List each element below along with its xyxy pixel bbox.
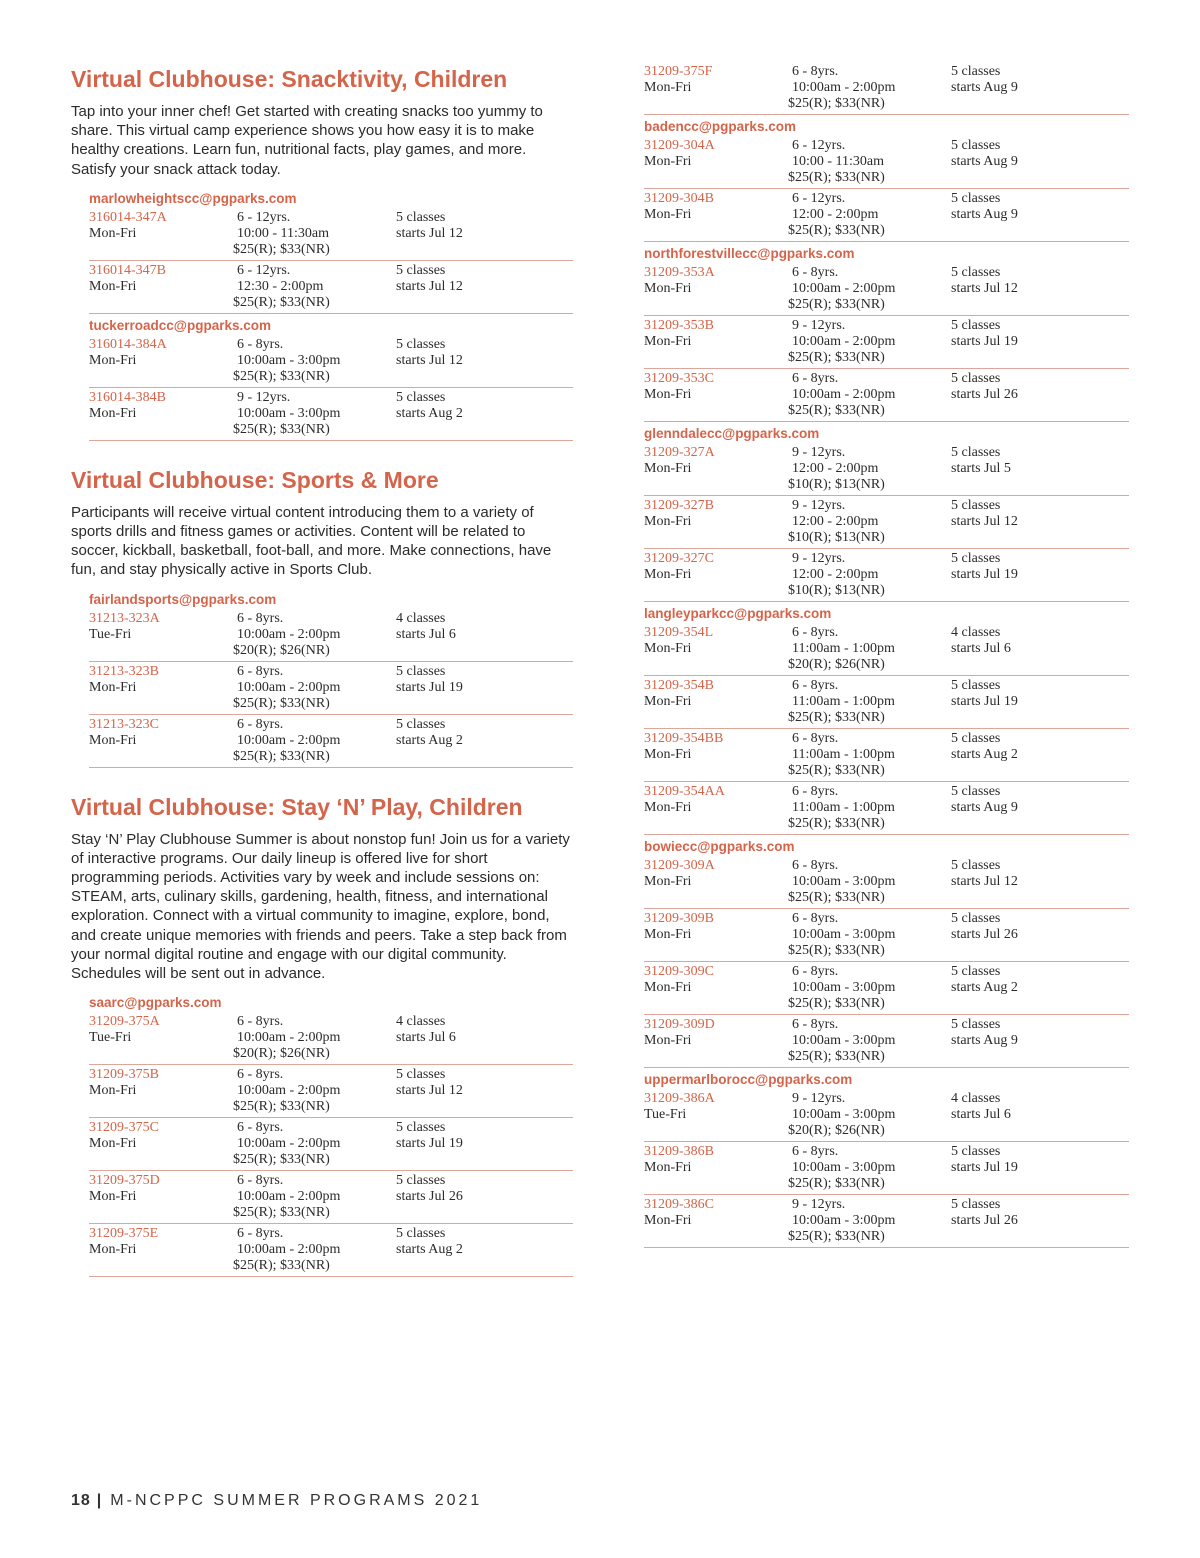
class-days: Mon-Fri [89,225,137,241]
class-age-range: 6 - 8yrs. [792,911,839,926]
class-code: 31209-354L [644,625,714,640]
class-age-range: 6 - 12yrs. [792,138,846,153]
class-age-range: 6 - 8yrs. [237,1226,284,1242]
class-row [89,1067,573,1118]
class-days: Mon-Fri [89,1189,137,1205]
section-description: Stay ‘N’ Play Clubhouse Summer is about nonstop fun! Join us for a variety of interactive programs. Our daily lineup is offered live for short programming periods. Activities vary by week and include sessions on: STEAM, arts, culinary skills, gardening, health, fitness, and international exploration. Connect with a virtual community to imagine, explore, bond, and create unique memories with friends and peers. Take a step back from your normal digital routine and engage with our digital community. Schedules will be sent out in advance. [71,830,570,983]
class-fee: $10(R); $13(NR) [788,530,885,545]
class-days: Mon-Fri [644,154,692,169]
class-time: 10:00am - 2:00pm [792,387,896,402]
class-start-date: starts Jul 12 [396,225,463,241]
class-time: 10:00am - 2:00pm [237,1136,341,1152]
class-start-date: starts Jul 5 [951,461,1011,476]
location-group [71,316,573,441]
class-time: 11:00am - 1:00pm [792,641,895,656]
class-start-date: starts Jul 19 [951,694,1018,709]
class-days: Mon-Fri [644,207,692,222]
class-age-range: 6 - 8yrs. [792,64,839,79]
class-age-range: 9 - 12yrs. [792,498,846,513]
class-age-range: 6 - 8yrs. [237,1014,284,1030]
class-fee: $25(R); $33(NR) [788,96,885,111]
class-fee: $25(R); $33(NR) [233,748,330,764]
location-group [71,189,573,314]
class-row [644,371,1129,422]
class-start-date: starts Aug 2 [396,732,463,748]
class-days: Tue-Fri [89,626,132,642]
class-row [89,1120,573,1171]
class-start-date: starts Aug 9 [951,1033,1018,1048]
publication-title: M-NCPPC SUMMER PROGRAMS 2021 [110,1492,483,1509]
class-start-date: starts Jul 12 [951,874,1018,889]
class-fee: $20(R); $26(NR) [788,1123,885,1138]
location-email-link[interactable]: saarc@pgparks.com [89,995,222,1011]
class-days: Mon-Fri [89,1242,137,1258]
class-count: 4 classes [951,625,1001,640]
class-time: 10:00am - 3:00pm [237,405,341,421]
class-count: 5 classes [951,964,1001,979]
class-code: 31209-304A [644,138,715,153]
class-time: 10:00am - 3:00pm [792,927,896,942]
class-fee: $25(R); $33(NR) [788,996,885,1011]
class-count: 5 classes [951,318,1001,333]
page-footer [71,1492,482,1510]
class-count: 4 classes [396,1014,446,1030]
class-row [89,1226,573,1277]
class-time: 12:00 - 2:00pm [792,461,879,476]
class-days: Mon-Fri [89,352,137,368]
class-time: 12:00 - 2:00pm [792,514,879,529]
class-code: 31209-375C [89,1120,159,1136]
class-start-date: starts Jul 12 [396,352,463,368]
class-fee: $25(R); $33(NR) [788,816,885,831]
class-code: 31209-327B [644,498,714,513]
class-row [644,858,1129,909]
class-age-range: 9 - 12yrs. [792,1091,846,1106]
class-code: 31209-354AA [644,784,725,799]
class-age-range: 6 - 8yrs. [237,1067,284,1083]
class-age-range: 6 - 12yrs. [792,191,846,206]
class-age-range: 6 - 8yrs. [792,625,839,640]
class-code: 31213-323C [89,716,159,732]
class-code: 31209-375D [89,1173,160,1189]
class-days: Mon-Fri [644,281,692,296]
class-fee: $25(R); $33(NR) [233,421,330,437]
class-row [644,551,1129,602]
location-group [644,117,1129,242]
class-row [644,1091,1129,1142]
class-days: Mon-Fri [89,1083,137,1099]
class-count: 5 classes [951,678,1001,693]
class-time: 12:30 - 2:00pm [237,278,324,294]
class-days: Mon-Fri [644,747,692,762]
class-count: 5 classes [951,498,1001,513]
location-email-link[interactable]: bowiecc@pgparks.com [644,839,795,854]
class-fee: $20(R); $26(NR) [233,1046,330,1062]
class-start-date: starts Jul 12 [396,278,463,294]
location-email-link[interactable]: marlowheightscc@pgparks.com [89,190,297,206]
class-start-date: starts Aug 9 [951,800,1018,815]
location-group [71,993,573,1277]
class-row [644,678,1129,729]
class-fee: $25(R); $33(NR) [233,368,330,384]
class-days: Mon-Fri [89,405,137,421]
page-number: 18 [71,1492,91,1509]
location-email-link[interactable]: tuckerroadcc@pgparks.com [89,317,271,333]
class-row [89,210,573,261]
class-days: Mon-Fri [644,694,692,709]
class-time: 10:00am - 3:00pm [792,1107,896,1122]
class-row [644,1197,1129,1248]
class-age-range: 9 - 12yrs. [792,318,846,333]
class-age-range: 6 - 8yrs. [792,371,839,386]
class-row [644,318,1129,369]
section-title: Virtual Clubhouse: Snacktivity, Children [71,66,508,92]
class-start-date: starts Aug 9 [951,154,1018,169]
class-start-date: starts Jul 26 [396,1189,463,1205]
class-time: 10:00 - 11:30am [237,225,330,241]
class-days: Mon-Fri [644,514,692,529]
class-count: 5 classes [396,389,446,405]
class-time: 10:00am - 2:00pm [237,679,341,695]
class-start-date: starts Jul 26 [951,927,1018,942]
class-row [644,784,1129,835]
class-days: Mon-Fri [644,567,692,582]
location-group [644,424,1129,602]
class-time: 11:00am - 1:00pm [792,800,895,815]
class-age-range: 9 - 12yrs. [792,551,846,566]
class-count: 4 classes [951,1091,1001,1106]
class-row [644,731,1129,782]
class-days: Mon-Fri [89,278,137,294]
class-row [644,911,1129,962]
class-fee: $25(R); $33(NR) [788,350,885,365]
class-fee: $25(R); $33(NR) [233,695,330,711]
class-count: 5 classes [951,1144,1001,1159]
class-time: 10:00am - 2:00pm [237,1030,341,1046]
class-row [644,191,1129,242]
class-days: Mon-Fri [644,800,692,815]
class-row [644,1144,1129,1195]
class-fee: $25(R); $33(NR) [233,1205,330,1221]
class-count: 5 classes [951,191,1001,206]
class-start-date: starts Jul 6 [396,1030,456,1046]
class-start-date: starts Jul 19 [951,334,1018,349]
class-start-date: starts Aug 2 [396,405,463,421]
class-row [644,265,1129,316]
class-start-date: starts Jul 12 [951,281,1018,296]
class-row [89,1014,573,1065]
class-time: 10:00 - 11:30am [792,154,885,169]
class-time: 12:00 - 2:00pm [792,567,879,582]
class-count: 5 classes [951,1017,1001,1032]
class-start-date: starts Jul 6 [396,626,456,642]
class-start-date: starts Jul 6 [951,1107,1011,1122]
class-start-date: starts Jul 19 [396,679,463,695]
section-description: Tap into your inner chef! Get started with creating snacks too yummy to share. This virtual camp experience shows you how easy it is to make healthy creations. Learn fun, nutritional facts, play games, and more. Satisfy your snack attack today. [71,103,543,178]
class-time: 10:00am - 2:00pm [792,80,896,95]
class-time: 10:00am - 2:00pm [237,1242,341,1258]
location-email-link[interactable]: fairlandsports@pgparks.com [89,591,277,607]
class-row [89,717,573,768]
class-code: 31209-327C [644,551,714,566]
location-group [644,604,1129,835]
footer-separator: | [96,1492,105,1509]
class-code: 31209-386B [644,1144,714,1159]
class-count: 4 classes [396,610,446,626]
class-code: 31209-304B [644,191,714,206]
class-days: Mon-Fri [644,980,692,995]
location-email-link[interactable]: langleyparkcc@pgparks.com [644,606,832,621]
class-age-range: 6 - 8yrs. [792,964,839,979]
class-code: 31209-375B [89,1067,159,1083]
class-count: 5 classes [951,138,1001,153]
class-code: 31213-323B [89,663,159,679]
class-fee: $25(R); $33(NR) [233,294,330,310]
section-description: Participants will receive virtual content introducing them to a variety of sports drills and fitness games or activities. Content will be related to soccer, kickball, basketball, foot-ball, and more. Make connections, have fun, and stay physically active in Sports Club. [71,503,552,579]
class-count: 5 classes [396,1067,446,1083]
class-start-date: starts Aug 2 [396,1242,463,1258]
class-time: 10:00am - 3:00pm [792,1213,896,1228]
location-group [644,837,1129,1068]
class-days: Mon-Fri [644,1213,692,1228]
class-fee: $25(R); $33(NR) [233,241,330,257]
class-age-range: 6 - 8yrs. [237,663,284,679]
class-row [89,1173,573,1224]
class-time: 10:00am - 2:00pm [237,1083,341,1099]
class-time: 10:00am - 3:00pm [792,980,896,995]
class-count: 5 classes [396,1173,446,1189]
class-start-date: starts Jul 19 [951,567,1018,582]
class-days: Mon-Fri [89,679,137,695]
class-start-date: starts Jul 26 [951,1213,1018,1228]
class-row [644,445,1129,496]
class-start-date: starts Jul 19 [396,1136,463,1152]
class-start-date: starts Jul 12 [951,514,1018,529]
class-code: 31209-375F [644,64,713,79]
class-count: 5 classes [951,858,1001,873]
class-fee: $25(R); $33(NR) [788,403,885,418]
class-count: 5 classes [951,1197,1001,1212]
class-start-date: starts Jul 19 [951,1160,1018,1175]
class-days: Mon-Fri [644,641,692,656]
class-count: 5 classes [396,716,446,732]
class-days: Mon-Fri [644,1160,692,1175]
class-fee: $25(R); $33(NR) [233,1258,330,1274]
class-row [644,64,1129,115]
class-code: 31209-386C [644,1197,714,1212]
class-count: 5 classes [951,784,1001,799]
class-code: 31209-309A [644,858,715,873]
class-age-range: 6 - 8yrs. [237,1120,284,1136]
class-code: 31209-309C [644,964,714,979]
class-days: Mon-Fri [89,1136,137,1152]
class-row [644,498,1129,549]
class-time: 10:00am - 3:00pm [792,1160,896,1175]
class-fee: $25(R); $33(NR) [788,297,885,312]
class-start-date: starts Aug 9 [951,207,1018,222]
class-code: 31209-309D [644,1017,715,1032]
class-fee: $10(R); $13(NR) [788,583,885,598]
class-time: 10:00am - 3:00pm [792,874,896,889]
class-age-range: 6 - 8yrs. [237,610,284,626]
class-row [89,263,573,314]
class-code: 31209-375E [89,1226,159,1242]
class-fee: $25(R); $33(NR) [788,1176,885,1191]
class-code: 31209-375A [89,1014,160,1030]
class-row [644,1017,1129,1068]
class-count: 5 classes [396,262,446,278]
class-days: Mon-Fri [89,732,137,748]
class-fee: $25(R); $33(NR) [788,1229,885,1244]
class-fee: $25(R); $33(NR) [233,1099,330,1115]
class-time: 10:00am - 3:00pm [792,1033,896,1048]
class-start-date: starts Jul 6 [951,641,1011,656]
class-row [89,337,573,388]
class-start-date: starts Aug 9 [951,80,1018,95]
program-section [71,465,573,768]
class-code: 316014-384A [89,336,167,352]
class-time: 10:00am - 2:00pm [792,334,896,349]
class-count: 5 classes [396,1120,446,1136]
class-code: 31209-327A [644,445,715,460]
class-age-range: 6 - 8yrs. [792,1144,839,1159]
class-days: Mon-Fri [644,874,692,889]
class-days: Tue-Fri [89,1030,132,1046]
class-code: 31209-353C [644,371,714,386]
left-column [71,64,573,1301]
class-code: 31209-353B [644,318,714,333]
program-section [71,792,573,1278]
class-age-range: 6 - 8yrs. [237,336,284,352]
class-age-range: 6 - 12yrs. [237,262,291,278]
location-group [644,244,1129,422]
class-age-range: 6 - 8yrs. [237,716,284,732]
class-code: 316014-347B [89,262,166,278]
class-row [644,625,1129,676]
class-fee: $25(R); $33(NR) [788,223,885,238]
class-time: 11:00am - 1:00pm [792,747,895,762]
class-code: 31209-353A [644,265,715,280]
class-row [89,390,573,441]
class-time: 11:00am - 1:00pm [792,694,895,709]
class-count: 5 classes [951,265,1001,280]
right-column [644,64,1129,1250]
class-days: Mon-Fri [644,927,692,942]
class-age-range: 6 - 8yrs. [792,265,839,280]
class-age-range: 6 - 8yrs. [792,858,839,873]
class-code: 31209-354B [644,678,714,693]
class-code: 31209-309B [644,911,714,926]
class-row [644,138,1129,189]
class-days: Mon-Fri [644,1033,692,1048]
class-row [89,611,573,662]
class-row [644,964,1129,1015]
class-count: 5 classes [951,731,1001,746]
class-row [89,664,573,715]
class-time: 10:00am - 2:00pm [237,1189,341,1205]
program-section [71,64,573,441]
class-time: 10:00am - 2:00pm [237,626,341,642]
class-time: 12:00 - 2:00pm [792,207,879,222]
class-days: Tue-Fri [644,1107,687,1122]
location-group [644,64,1129,115]
class-days: Mon-Fri [644,387,692,402]
location-email-link[interactable]: uppermarlborocc@pgparks.com [644,1072,853,1087]
class-fee: $10(R); $13(NR) [788,477,885,492]
class-age-range: 6 - 8yrs. [792,731,839,746]
class-code: 316014-347A [89,209,167,225]
class-code: 31209-386A [644,1091,715,1106]
class-count: 5 classes [396,209,446,225]
class-count: 5 classes [951,445,1001,460]
class-start-date: starts Aug 2 [951,980,1018,995]
class-code: 31209-354BB [644,731,724,746]
class-age-range: 6 - 8yrs. [792,678,839,693]
location-email-link[interactable]: badencc@pgparks.com [644,119,796,134]
class-days: Mon-Fri [644,461,692,476]
class-age-range: 6 - 8yrs. [792,784,839,799]
class-age-range: 9 - 12yrs. [792,1197,846,1212]
class-fee: $25(R); $33(NR) [788,1049,885,1064]
location-group [71,590,573,768]
class-count: 5 classes [396,663,446,679]
class-start-date: starts Aug 2 [951,747,1018,762]
class-days: Mon-Fri [644,334,692,349]
class-count: 5 classes [396,336,446,352]
class-fee: $25(R); $33(NR) [788,943,885,958]
class-fee: $25(R); $33(NR) [788,710,885,725]
location-email-link[interactable]: glenndalecc@pgparks.com [644,426,820,441]
class-age-range: 6 - 12yrs. [237,209,291,225]
class-count: 5 classes [951,551,1001,566]
class-count: 5 classes [396,1226,446,1242]
class-time: 10:00am - 3:00pm [237,352,341,368]
class-time: 10:00am - 2:00pm [792,281,896,296]
class-fee: $25(R); $33(NR) [788,890,885,905]
class-count: 5 classes [951,371,1001,386]
class-fee: $20(R); $26(NR) [233,642,330,658]
class-time: 10:00am - 2:00pm [237,732,341,748]
location-email-link[interactable]: northforestvillecc@pgparks.com [644,246,855,261]
class-fee: $25(R); $33(NR) [788,170,885,185]
class-age-range: 6 - 8yrs. [237,1173,284,1189]
class-code: 316014-384B [89,389,166,405]
section-title: Virtual Clubhouse: Sports & More [71,466,439,493]
class-fee: $25(R); $33(NR) [233,1152,330,1168]
location-group [644,1070,1129,1248]
class-fee: $25(R); $33(NR) [788,763,885,778]
class-age-range: 9 - 12yrs. [792,445,846,460]
class-count: 5 classes [951,911,1001,926]
class-start-date: starts Jul 12 [396,1083,463,1099]
class-age-range: 9 - 12yrs. [237,389,291,405]
class-age-range: 6 - 8yrs. [792,1017,839,1032]
class-code: 31213-323A [89,610,160,626]
section-title: Virtual Clubhouse: Stay ‘N’ Play, Children [71,793,523,820]
class-start-date: starts Jul 26 [951,387,1018,402]
class-count: 5 classes [951,64,1001,79]
class-days: Mon-Fri [644,80,692,95]
class-fee: $20(R); $26(NR) [788,657,885,672]
